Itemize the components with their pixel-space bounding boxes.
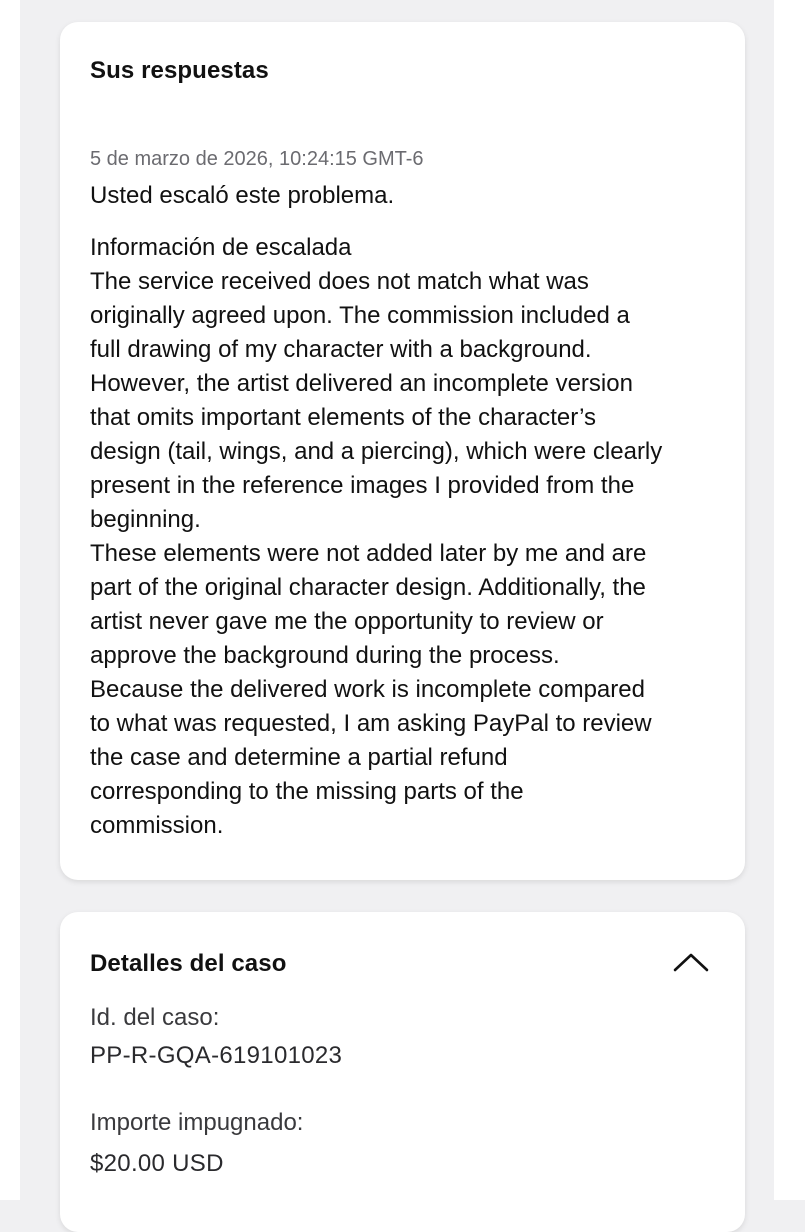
escalation-text-line: the case and determine a partial refund — [90, 744, 508, 771]
escalation-heading: Información de escalada — [90, 234, 352, 261]
escalation-text-line: The service received does not match what was — [90, 268, 589, 295]
escalation-text-line: commission. — [90, 812, 224, 839]
escalation-text-line: design (tail, wings, and a piercing), which were clearly — [90, 438, 663, 465]
case-id-value: PP-R-GQA-619101023 — [90, 1042, 343, 1069]
case-id-label: Id. del caso: — [90, 1004, 220, 1031]
escalation-information — [90, 231, 730, 843]
collapse-details-button[interactable] — [671, 948, 711, 976]
responses-card — [60, 22, 745, 880]
escalation-text-line: artist never gave me the opportunity to review or — [90, 608, 604, 635]
escalation-text-line: originally agreed upon. The commission included a — [90, 302, 630, 329]
disputed-amount-label: Importe impugnado: — [90, 1109, 304, 1136]
case-details-card — [60, 912, 745, 1232]
escalation-text-line: Because the delivered work is incomplete compared — [90, 676, 645, 703]
right-edge-strip — [774, 0, 805, 1200]
disputed-amount-value: $20.00 USD — [90, 1150, 224, 1177]
escalation-text-line: corresponding to the missing parts of the — [90, 778, 524, 805]
escalation-text-line: These elements were not added later by me and are — [90, 540, 647, 567]
left-edge-strip — [0, 0, 20, 1200]
escalation-text-line: beginning. — [90, 506, 201, 533]
responses-title: Sus respuestas — [90, 57, 269, 84]
escalation-text-line: part of the original character design. Additionally, the — [90, 574, 646, 601]
escalation-text-line: full drawing of my character with a background. — [90, 336, 592, 363]
escalation-text-line: However, the artist delivered an incomplete version — [90, 370, 633, 397]
chevron-up-icon — [671, 948, 711, 976]
escalation-status: Usted escaló este problema. — [90, 182, 395, 209]
escalation-text-line: to what was requested, I am asking PayPal to review — [90, 710, 652, 737]
escalation-text-line: present in the reference images I provided from the — [90, 472, 635, 499]
escalation-text-line: that omits important elements of the character’s — [90, 404, 597, 431]
case-details-title: Detalles del caso — [90, 950, 287, 977]
escalation-text-line: approve the background during the process. — [90, 642, 560, 669]
response-timestamp: 5 de marzo de 2026, 10:24:15 GMT-6 — [90, 148, 424, 170]
